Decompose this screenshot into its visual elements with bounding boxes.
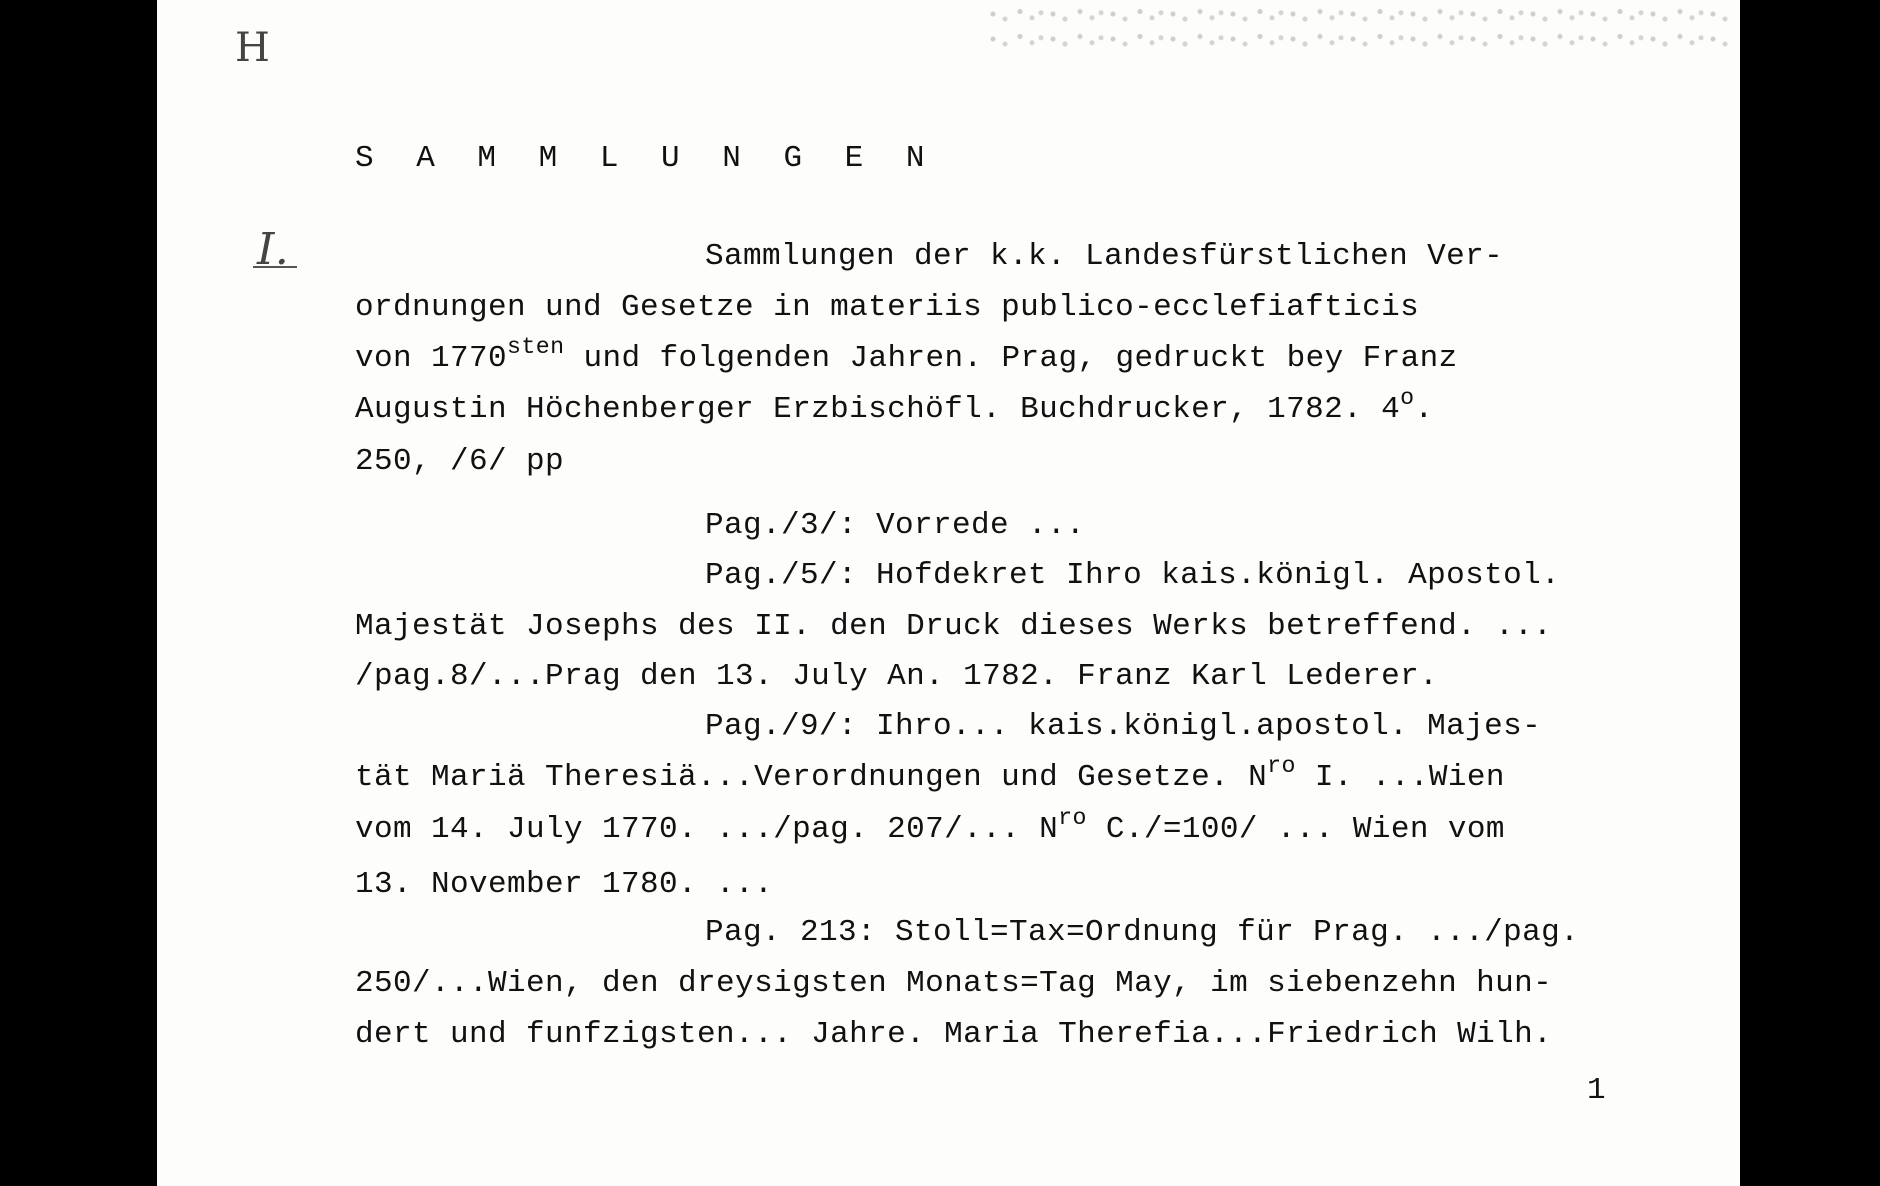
- superscript: o: [1400, 385, 1415, 412]
- text-line: Sammlungen der k.k. Landesfürstlichen Ver-: [705, 239, 1504, 274]
- text-line: Pag./3/: Vorrede ...: [705, 508, 1086, 543]
- text-line: Pag./9/: Ihro... kais.königl.apostol. Majes-: [705, 709, 1542, 744]
- text-line: Augustin Höchenberger Erzbischöfl. Buchdrucker, 1782. 4$^o$.: [355, 385, 1434, 427]
- text-line: 13. November 1780. ...: [355, 867, 774, 902]
- catalog-card: [157, 0, 1740, 1186]
- text-line: Majestät Josephs des II. den Druck dieses Werks betreffend. ...: [355, 609, 1553, 644]
- superscript: ro: [1058, 805, 1087, 832]
- handwritten-section-numeral: I.: [257, 224, 290, 275]
- text-line: von $1770^{sten}$ und folgenden Jahren. Prag, gedruckt bey Franz: [355, 334, 1458, 376]
- text-line: Pag. 213: Stoll=Tax=Ordnung für Prag. .../pag.: [705, 915, 1580, 950]
- page-number: 1: [1587, 1073, 1607, 1108]
- text-line: dert und funfzigsten... Jahre. Maria Therefia...Friedrich Wilh.: [355, 1017, 1553, 1052]
- text-line: 250/...Wien, den dreysigsten Monats=Tag May, im siebenzehn hun-: [355, 966, 1553, 1001]
- handwritten-corner-mark: H: [235, 25, 266, 71]
- text-line: ordnungen und Gesetze in materiis publico-ecclefiafticis: [355, 290, 1420, 325]
- text-line: 250, /6/ pp: [355, 444, 565, 479]
- superscript: ro: [1267, 753, 1296, 780]
- scan-noise: [987, 4, 1737, 54]
- superscript: sten: [507, 334, 565, 361]
- text-line: /pag.8/...Prag den 13. July An. 1782. Franz Karl Lederer.: [355, 659, 1439, 694]
- text-line: tät Mariä Theresiä...Verordnungen und Gesetze. $N^{ro}$ I. ...Wien: [355, 753, 1505, 795]
- card-heading: S A M M L U N G E N: [355, 141, 937, 176]
- text-line: Pag./5/: Hofdekret Ihro kais.königl. Apostol.: [705, 558, 1561, 593]
- text-line: vom 14. July 1770. .../pag. 207/... $N^{ro}$ C./=100/ ... Wien vom: [355, 805, 1505, 847]
